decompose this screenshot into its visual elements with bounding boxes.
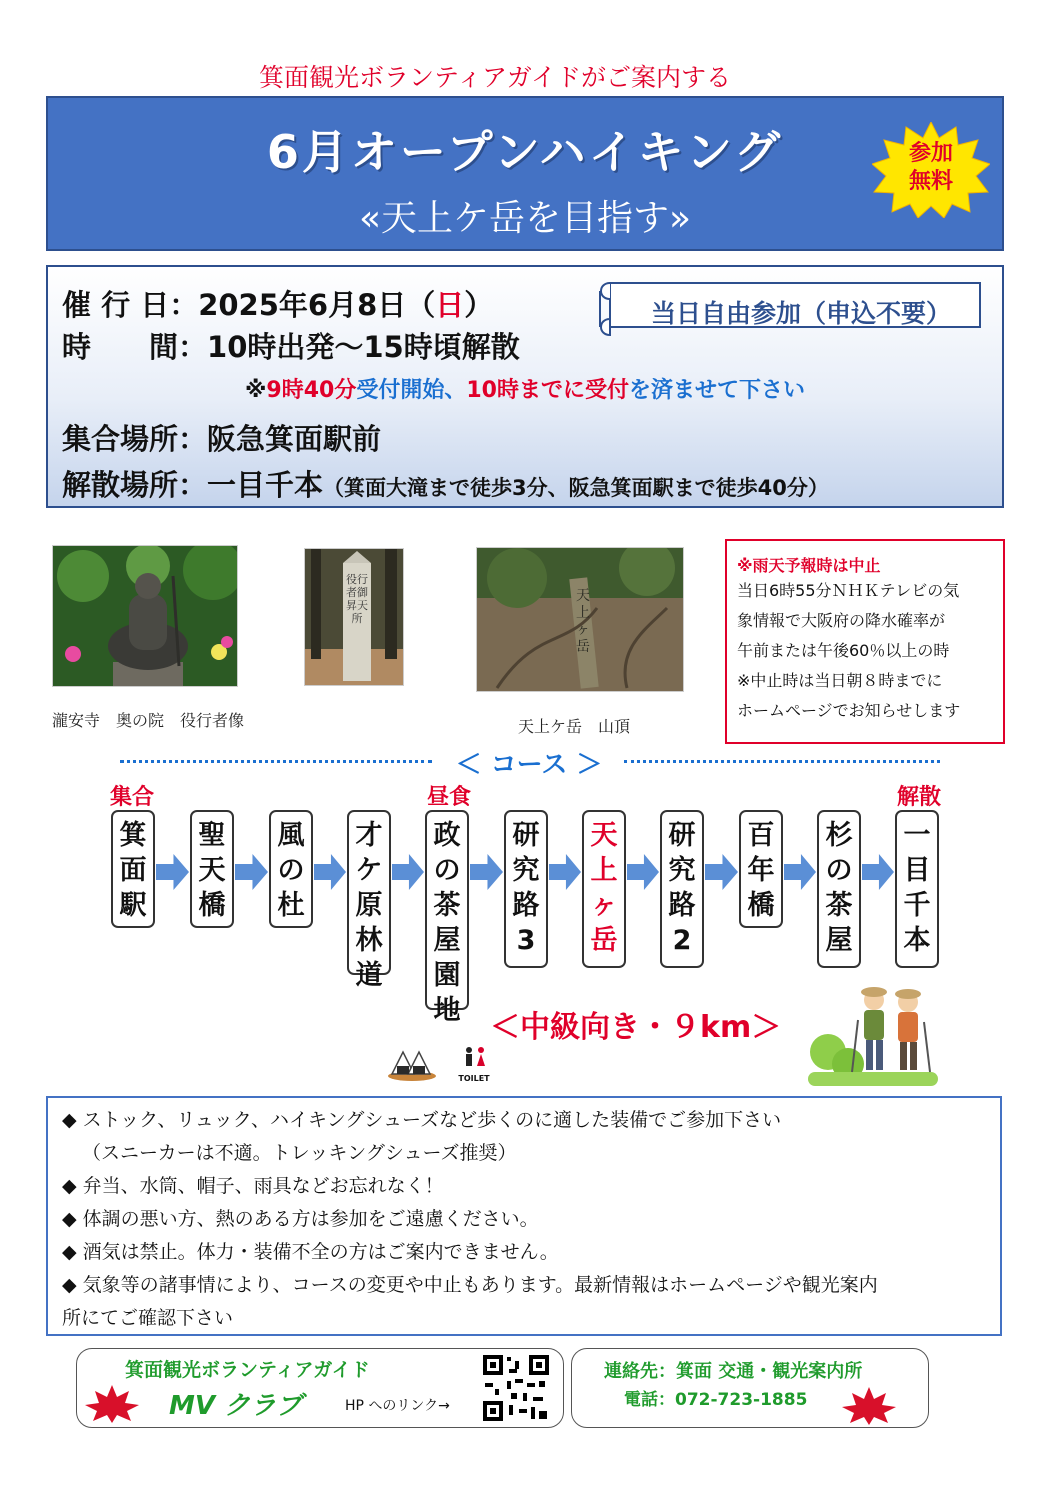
toilet-icon [458, 1046, 492, 1074]
dismiss-row [62, 463, 829, 504]
meeting-row [62, 417, 381, 458]
course-arrow-icon [862, 852, 894, 892]
course-stop [190, 810, 234, 928]
course-stop [817, 810, 861, 968]
footer-contact [571, 1348, 929, 1428]
info-box [46, 265, 1004, 508]
footer-contact-text: 連絡先：箕面 交通・観光案内所 [604, 1361, 863, 1382]
rain-line5: ホームページでお知らせします [737, 701, 961, 720]
course-stop-name: 一目千本 [903, 820, 931, 956]
course-stop [660, 810, 704, 968]
course-stop [739, 810, 783, 928]
maple-leaf-icon [83, 1383, 141, 1423]
course-stop-name: 研究路2 [668, 820, 696, 956]
course-stop-name: 才ケ原林道 [355, 820, 383, 991]
course-arrow-icon [784, 852, 816, 892]
course-arrow-icon [627, 852, 659, 892]
meeting-label: 集合場所： [62, 422, 208, 456]
stone-marker-text: 役行者御昇天所 [346, 573, 368, 625]
course-arrow-icon [156, 852, 189, 892]
meeting-value: 阪急箕面駅前 [207, 422, 382, 456]
course-stop-name: 政の茶屋園地 [433, 820, 461, 1026]
course-stop [347, 810, 391, 991]
course-stop [582, 810, 626, 968]
caption-summit: 天上ケ岳 山頂 [518, 717, 631, 736]
footer-hp-link[interactable]: HP へのリンク→ [345, 1398, 450, 1414]
reception-time: 9時40分 [266, 378, 357, 403]
course-stop [269, 810, 313, 928]
rain-title: ※雨天予報時は中止 [737, 556, 881, 575]
page-title: 6月オープンハイキング [266, 125, 784, 179]
page-subtitle: «天上ケ岳を目指す» [358, 198, 692, 239]
course-stop-name: 杉の茶屋 [825, 820, 853, 956]
date-day: 日 [435, 288, 465, 322]
footer-club-name: MV クラブ [169, 1391, 303, 1421]
badge-line1: 参加 [908, 141, 953, 166]
label-end: 解散 [896, 785, 941, 810]
rain-line4: ※中止時は当日朝８時までに [737, 671, 943, 690]
course-arrow-icon [235, 852, 268, 892]
footer-org: 箕面観光ボランティアガイド [125, 1359, 370, 1381]
free-join-text: 当日自由参加（申込不要） [650, 299, 951, 328]
course-arrow-icon [392, 852, 424, 892]
footer-club [76, 1348, 564, 1428]
reception-row [48, 373, 1002, 404]
dismiss-label: 解散場所： [62, 468, 208, 502]
date-close: ） [464, 288, 494, 322]
course-stop-name: 風の杜 [277, 820, 305, 921]
badge-line2: 無料 [908, 169, 953, 194]
time-label: 時 間： [62, 330, 208, 364]
course-stop [895, 810, 939, 968]
note-3: ◆ 体調の悪い方、熱のある方は参加をご遠慮ください。 [62, 1208, 539, 1230]
dismiss-note: （箕面大滝まで徒歩3分、阪急箕面駅まで徒歩40分） [323, 476, 829, 500]
time-row [62, 325, 520, 366]
course-stop [504, 810, 548, 968]
photo-stone-marker [304, 548, 404, 686]
statue-image [53, 546, 238, 687]
toilet-label: TOILET [458, 1074, 490, 1083]
onigiri-icon [386, 1046, 438, 1082]
course-level: ＜中級向き・９km＞ [490, 1010, 782, 1045]
date-row [62, 283, 493, 324]
rain-line2: 象情報で大阪府の降水確率が [737, 611, 946, 630]
label-lunch: 昼食 [426, 785, 471, 810]
course-title: ＜ コース ＞ [455, 750, 603, 780]
course-stop-name: 研究路3 [512, 820, 540, 956]
free-badge [872, 122, 990, 218]
note-5: ◆ 気象等の諸事情により、コースの変更や中止もあります。最新情報はホームページや観光案内 [62, 1274, 878, 1296]
reception-text2: を済ませて下さい [628, 378, 805, 403]
photo-statue [52, 545, 238, 687]
note-4: ◆ 酒気は禁止。体力・装備不全の方はご案内できません。 [62, 1241, 559, 1263]
course-stop [111, 810, 155, 928]
rain-notice [725, 539, 1005, 744]
note-5b: 所にてご確認下さい [62, 1307, 234, 1329]
reception-mark: ※ [245, 378, 267, 403]
date-value: 2025年6月8日（ [198, 288, 436, 322]
notes-box [46, 1096, 1002, 1336]
rain-line1: 当日6時55分ＮＨＫテレビの気 [737, 581, 960, 600]
maple-leaf-icon-right [836, 1385, 902, 1425]
title-banner [46, 96, 1004, 251]
qr-code-icon[interactable] [481, 1353, 551, 1423]
caption-statue: 瀧安寺 奥の院 役行者像 [52, 711, 245, 730]
course-stop-name: 天上ヶ岳 [590, 820, 618, 956]
top-subtitle: 箕面観光ボランティアガイドがご案内する [258, 63, 731, 92]
rain-line3: 午前または午後60％以上の時 [737, 641, 950, 660]
course-arrow-icon [549, 852, 581, 892]
summit-sign-text: 天上ヶ岳 [576, 588, 590, 655]
course-stop-name: 箕面駅 [119, 820, 147, 921]
course-arrow-icon [470, 852, 503, 892]
course-arrow-icon [314, 852, 346, 892]
photo-summit [476, 547, 684, 692]
course-stop [425, 810, 469, 1026]
course-arrow-icon [705, 852, 738, 892]
note-1: ◆ ストック、リュック、ハイキングシューズなど歩くのに適した装備でご参加下さい [62, 1109, 782, 1131]
label-start: 集合 [109, 785, 154, 810]
course-stop-name: 聖天橋 [198, 820, 226, 921]
reception-deadline: 10時までに受付 [466, 378, 629, 403]
dismiss-value: 一目千本 [207, 468, 324, 502]
hikers-illustration [808, 980, 938, 1090]
date-label: 催 行 日： [62, 288, 199, 322]
course-stop-name: 百年橋 [747, 820, 775, 921]
footer-phone[interactable]: 電話：072-723-1885 [624, 1390, 808, 1410]
time-value: 10時出発～15時頃解散 [207, 330, 520, 364]
note-1b: （スニーカーは不適。トレッキングシューズ推奨） [82, 1142, 517, 1164]
reception-text1: 受付開始、 [356, 378, 467, 403]
note-2: ◆ 弁当、水筒、帽子、雨具などお忘れなく！ [62, 1175, 444, 1197]
